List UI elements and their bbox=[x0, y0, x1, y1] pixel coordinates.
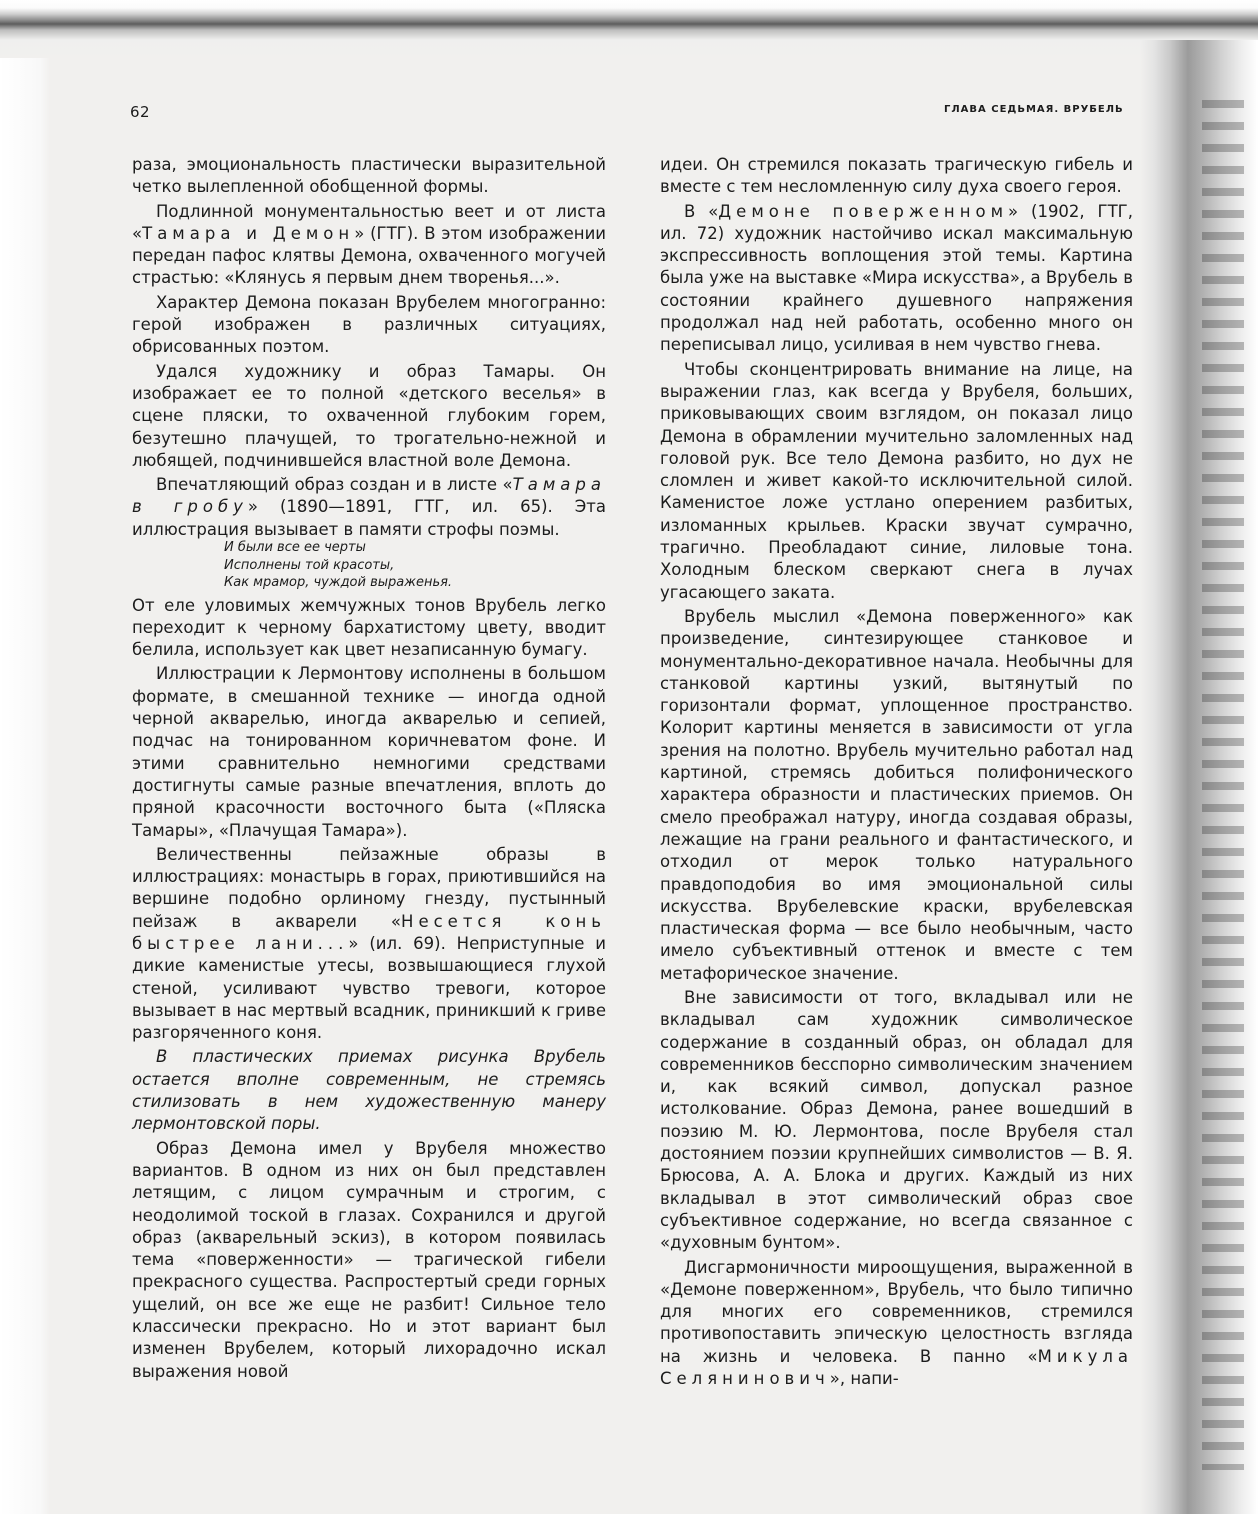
artwork-title: Микула Селянинович bbox=[660, 1346, 1133, 1389]
gutter-bleed-text bbox=[1202, 100, 1244, 1470]
paragraph: В пластических приемах рисунка Врубель остается вполне современным, не стремясь стилизовать в нем художественную манеру лермонтовской поры. bbox=[132, 1047, 606, 1134]
paragraph: Дисгармоничности мироощущения, выраженной в «Демоне поверженном», Врубель, что было типично для многих его современников, стремился противопоставить эпическую целостность взгляда на жизнь и человека. В панно «Микула Селянинович», напи- bbox=[660, 1257, 1133, 1389]
paragraph: Иллюстрации к Лермонтову исполнены в большом формате, в смешанной технике — иногда одной черной акварелью, иногда акварелью и сепией, подчас на тонированном коричневатом фоне. И этими сравнительно немногими средствами достигнуты самые разные впечатления, вплоть до пряной красочности восточного быта («Пляска Тамары», «Плачущая Тамара»). bbox=[132, 664, 606, 840]
verse-quote bbox=[224, 539, 606, 592]
verse-line: И были все ее черты bbox=[224, 540, 366, 556]
paragraph: Чтобы сконцентрировать внимание на лице, на выражении глаз, как всегда у Врубеля, больших, приковывающих своим взглядом, он показал лицо Демона в обрамлении мучительно заломленных над головой рук. Все тело Демона разбито, но дух не сломлен и живет какой-то исключительной силой. Каменистое ложе устлано оперением разбитых, изломанных крыльев. Краски звучат сумрачно, трагично. Преобладают синие, лиловые тона. Холодным блеском сверкают снега в лучах угасающего заката. bbox=[660, 359, 1133, 602]
artwork-title: Демоне поверженном bbox=[718, 201, 1009, 221]
paragraph: От еле уловимых жемчужных тонов Врубель легко переходит к черному бархатистому цвету, вводит белила, использует как цвет незаписанную бумагу. bbox=[132, 595, 606, 660]
text-column-right bbox=[660, 154, 1133, 1390]
paragraph: Врубель мыслил «Демона поверженного» как произведение, синтезирующее станковое и монументально-декоративное начала. Необычны для станковой картины узкий, вытянутый по горизонтали формат, уплощенное пространство. Колорит картины меняется в зависимости от угла зрения на полотно. Врубель мучительно работал над картиной, стремясь добиться полифонического характера образности и пластических приемов. Он смело преображал натуру, иногда создавая образы, лежащие на грани реального и фантастического, и отходил от мерок только натурального правдоподобия во имя эмоциональной силы искусства. Врубелевские краски, врубелевская пластическая форма — все было необычным, часто имело субъективный оттенок и вместе с тем метафорическое значение. bbox=[660, 606, 1133, 983]
paragraph: Образ Демона имел у Врубеля множество вариантов. В одном из них он был представлен летящим, с лицом сумрачным и строгим, с неодолимой тоской в глазах. Сохранился и другой образ (акварельный эскиз), в котором появилась тема «поверженности» — трагической гибели прекрасного существа. Распростертый среди горных ущелий, он все же еще не разбит! Сильное тело классически прекрасно. Но и этот вариант был изменен Врубелем, который лихорадочно искал выражения новой bbox=[132, 1138, 606, 1381]
paragraph: В «Демоне поверженном» (1902, ГТГ, ил. 72) художник настойчиво искал максимальную экспрессивность воплощения этой темы. Картина была уже на выставке «Мира искусства», а Врубель в состоянии крайнего душевного напряжения продолжал над ней работать, особенно много он переписывал лицо, усиливая в нем чувство гнева. bbox=[660, 201, 1133, 355]
paragraph: Вне зависимости от того, вкладывал или не вкладывал сам художник символическое содержание в созданный образ, он обладал для современников бесспорно символическим значением и, как всякий символ, допускал разное истолкование. Образ Демона, ранее вошедший в поэзию М. Ю. Лермонтова, после Врубеля стал достоянием поэзии крупнейших символистов — В. Я. Брюсова, А. А. Блока и других. Каждый из них вкладывал в этот символический образ свое субъективное содержание, но всегда связанное с «духовным бунтом». bbox=[660, 987, 1133, 1253]
paragraph: Подлинной монументальностью веет и от листа «Тамара и Демон» (ГТГ). В этом изображении передан пафос клятвы Демона, охваченного могучей страстью: «Клянусь я первым днем творенья...». bbox=[132, 201, 607, 288]
scan-left-margin bbox=[0, 0, 50, 1514]
scan-top-shadow bbox=[0, 0, 1258, 58]
verse-line: Исполнены той красоты, bbox=[224, 557, 395, 573]
verse-line: Как мрамор, чуждой выраженья. bbox=[224, 575, 453, 591]
text-column-left bbox=[132, 154, 606, 1383]
paragraph: Величественны пейзажные образы в иллюстрациях: монастырь в горах, приютившийся на вершине подобно орлиному гнезду, пустынный пейзаж в акварели «Несется конь быстрее лани...» (ил. 69). Неприступные и дикие каменистые утесы, возвышающиеся глухой стеной, усиливают чувство тревоги, которое вызывает в нас мертвый всадник, приникший к гриве разгоряченного коня. bbox=[132, 844, 606, 1043]
artwork-title: Тамара и Демон bbox=[142, 223, 355, 243]
paragraph: раза, эмоциональность пластически выразительной четко вылепленной обобщенной формы. bbox=[132, 155, 606, 197]
paragraph: Характер Демона показан Врубелем многогранно: герой изображен в различных ситуациях, обрисованных поэтом. bbox=[132, 292, 606, 357]
paragraph: Впечатляющий образ создан и в листе «Тамара в гробу» (1890—1891, ГТГ, ил. 65). Эта иллюстрация вызывает в памяти строфы поэмы. bbox=[132, 475, 606, 539]
running-head: ГЛАВА СЕДЬМАЯ. ВРУБЕЛЬ bbox=[944, 104, 1124, 115]
artwork-title: Тамара в гробу bbox=[132, 475, 606, 517]
page-number: 62 bbox=[130, 103, 151, 121]
paragraph: идеи. Он стремился показать трагическую гибель и вместе с тем несломленную силу духа своего героя. bbox=[660, 155, 1133, 197]
paragraph: Удался художнику и образ Тамары. Он изображает ее то полной «детского веселья» в сцене пляски, то охваченной глубоким горем, безутешно плачущей, то трогательно-нежной и любящей, подчинившейся властной воле Демона. bbox=[132, 361, 606, 470]
artwork-title: Несется конь быстрее лани... bbox=[132, 911, 606, 953]
